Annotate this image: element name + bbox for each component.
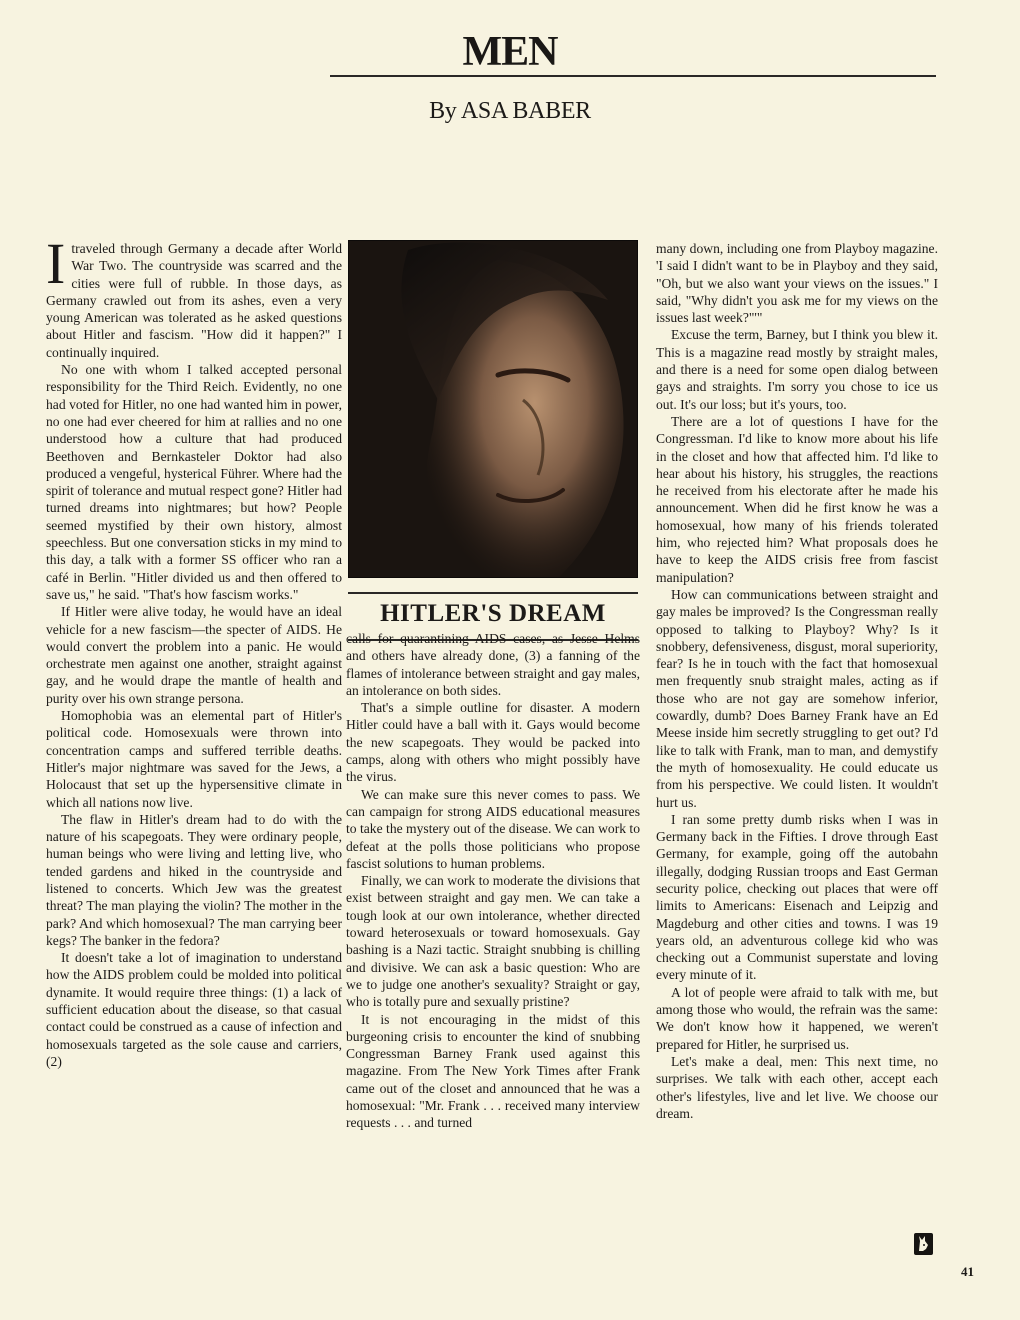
paragraph: Excuse the term, Barney, but I think you blew it. This is a magazine read mostly by straight males, and there is a need for some open dialog between gays and straights. I'm sorry you chose to ice us out. It's our loss; but it's yours, too. [656,327,938,412]
paragraph-text: traveled through Germany a decade after World War Two. The countryside was scarred and the cities were full of rubble. In those days, as Germany crawled out from its ashes, even a very young American was tolerated as he asked questions about Hitler and fascism. "How did it happen?" I continually inquired. [46,241,342,360]
paragraph: Homophobia was an elemental part of Hitler's political code. Homosexuals were thrown into concentration camps and suffered terrible deaths. Hitler's major nightmare was saved for the Jews, a Holocaust that set up the hypersensitive climate in which all nations now live. [46,708,342,810]
paragraph: How can communications between straight and gay males be improved? Is the Congressman really opposed to talking to Playboy? Why? Is it snobbery, defensiveness, disgust, moral superiority, fear? Is he in touch with the fact that homosexual men frequently snub straight males, acting as if those who are not gay are somehow inferior, cowardly, dumb? Does Barney Frank have an Ed Meese inside him secretly struggling to get out? I'd like to talk with Frank, man to man, and demystify the myth of homosexuality. He could educate us from his perspective. We could listen. It wouldn't hurt us. [656,586,938,810]
column-3 [656,240,938,1122]
paragraph: No one with whom I talked accepted personal responsibility for the Third Reich. Evidently, no one had voted for Hitler, no one had wanted him in power, no one had ever cheered for him at rallies and no one understood how a culture that had produced Beethoven and Bernkasteler Doktor had also produced a vengeful, hysterical Führer. Where had the spirit of tolerance and mutual respect gone? Hitler had turned dreams into nightmares; but how? People seemed mystified by their own history, almost speechless. But one conversation sticks in my mind to this day, a talk with a former SS officer who ran a café in Berlin. "Hitler divided us and then offered to save us," he said. "That's how fascism works." [46,362,342,602]
paragraph: If Hitler were alive today, he would have an ideal vehicle for a new fascism—the specter of AIDS. He would convert the problem into a panic. He would orchestrate men against one another, straight against gay, and he would drape the mantle of health and purity over his own strange persona. [46,604,342,706]
section-rule-top [348,592,638,594]
section-header-title: MEN [462,29,558,75]
paragraph: Let's make a deal, men: This next time, no surprises. We talk with each other, accept each other's lifestyles, live and let live. We choose our dream. [656,1053,938,1121]
page-number: 41 [961,1264,974,1279]
paragraph: A lot of people were afraid to talk with me, but among those who would, the refrain was the same: We don't know how it happened, we weren't prepared for Hitler, he surprised us. [656,984,938,1052]
paragraph: Finally, we can work to moderate the divisions that exist between straight and gay men. We can take a tough look at our own intolerance, whether directed toward heterosexuals or toward homosexuals. Gay bashing is a Nazi tactic. Straight snubbing is chilling and divisive. We can ask a basic question: Who are we to judge one another's sexuality? Straight or gay, who is totally pure and sexually pristine? [346,873,640,1010]
paragraph: It is not encouraging in the midst of this burgeoning crisis to encounter the kind of snubbing Congressman Barney Frank used against this magazine. From The New York Times after Frank came out of the closet and announced that he was a homosexual: "Mr. Frank . . . received many interview requests . . . and turned [346,1011,640,1131]
byline: By ASA BABER [429,98,591,124]
paragraph: The flaw in Hitler's dream had to do with the nature of his scapegoats. They were ordinary people, human beings who were living and letting live, who tended gardens and hiked in the countryside and listened to concerts. Which Jew was the greatest threat? The man playing the violin? The mother in the park? And which homosexual? The man carrying beer kegs? The banker in the fedora? [46,811,342,948]
paragraph: That's a simple outline for disaster. A modern Hitler could have a ball with it. Gays would become the new scapegoats. They would be packed into camps, along with others who might possibly have the virus. [346,700,640,785]
column-2 [346,630,640,1132]
paragraph: It doesn't take a lot of imagination to understand how the AIDS problem could be molded into political dynamite. It would require three things: (1) a lack of sufficient education about the disease, so that casual contact could be construed as a cause of infection and homosexuals targeted as the sole cause and carriers, (2) [46,950,342,1069]
paragraph: I ran some pretty dumb risks when I was in Germany back in the Fifties. I drove through East Germany, for example, going off the autobahn illegally, dodging Russian troops and East German security police, checking out places that were off limits to Americans: Eisenach and Leipzig and Magdeburg and other cities and towns. I was 19 years old, an adventurous college kid who was checking out a Communist superstate and loving every minute of it. [656,811,938,983]
paragraph [46,231,342,361]
column-1 [46,231,342,1070]
rabbit-head-icon [914,1233,933,1255]
illustration-face [348,240,638,578]
paragraph: calls for quarantining AIDS cases, as Jesse Helms and others have already done, (3) a fanning of the flames of intolerance between straight and gay males, an intolerance on both sides. [346,631,640,698]
section-title: HITLER'S DREAM [380,600,606,627]
header-rule [330,75,936,77]
drop-cap: I [46,231,66,296]
paragraph: We can make sure this never comes to pass. We can campaign for strong AIDS educational measures to take the mystery out of the disease. We can work to defeat at the polls those politicians who propose fascist solutions to human problems. [346,786,640,871]
paragraph: There are a lot of questions I have for the Congressman. I'd like to know more about his life in the closet and how that affected him. I'd like to hear about his history, his struggles, the reactions he received from his electorate after he made his announcement. When did he first know he was a homosexual, how many of his friends tolerated him, who rejected him? What proposals does he have to keep the AIDS crisis free from fascist manipulation? [656,413,938,585]
paragraph: many down, including one from Playboy magazine. 'I said I didn't want to be in Playboy and they said, "Oh, but we also want your views on the issues." I said, "Why didn't you ask me for my views on the issues last week?"'" [656,241,938,326]
